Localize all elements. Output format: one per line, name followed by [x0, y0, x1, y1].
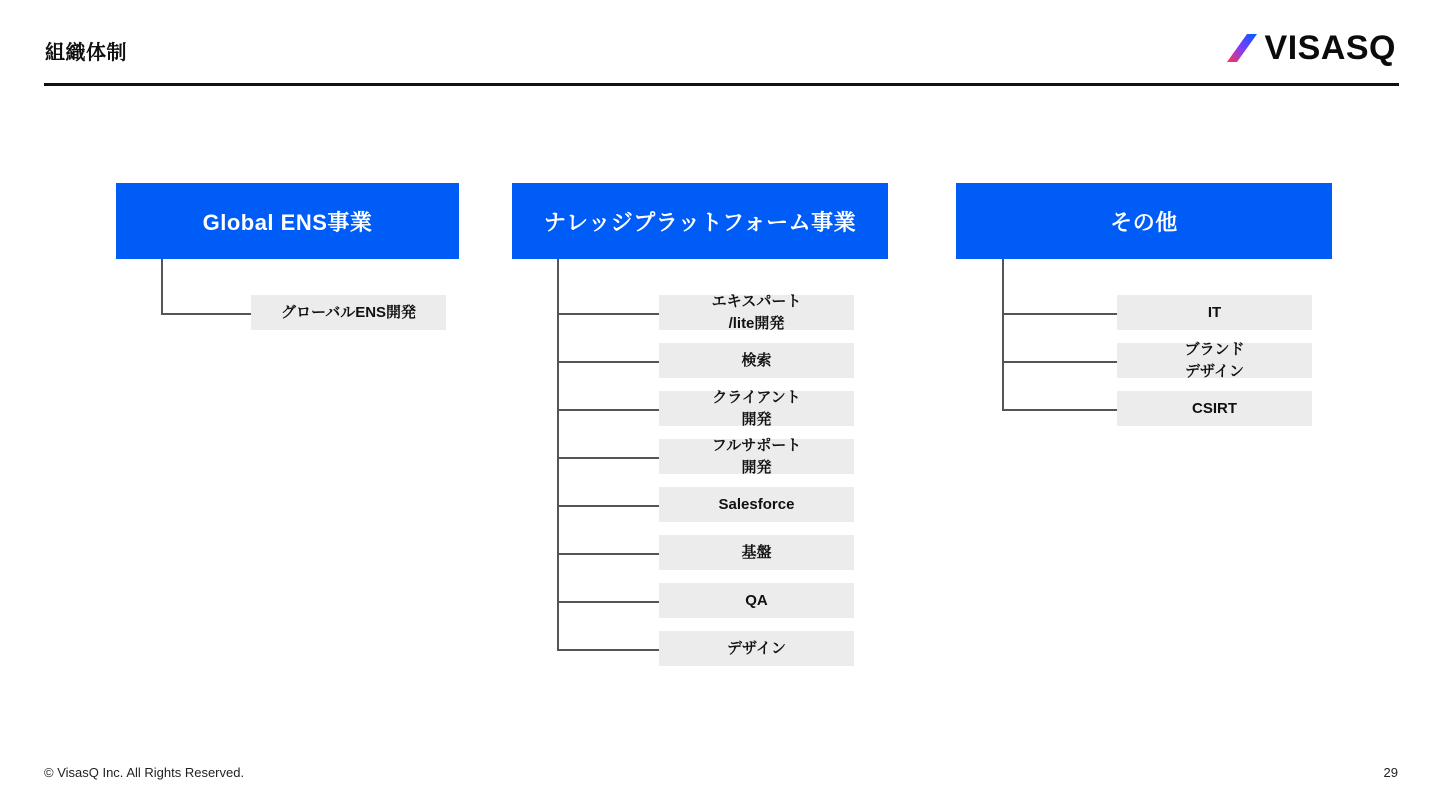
team-box: CSIRT [1117, 391, 1312, 426]
connector-horizontal [557, 601, 659, 603]
connector-horizontal [557, 409, 659, 411]
team-box: エキスパート /lite開発 [659, 295, 854, 330]
connector-vertical [161, 259, 163, 314]
connector-vertical [557, 259, 559, 650]
team-box: フルサポート 開発 [659, 439, 854, 474]
connector-horizontal [557, 457, 659, 459]
team-box: QA [659, 583, 854, 618]
visasq-logo [1225, 30, 1396, 66]
connector-horizontal [557, 361, 659, 363]
team-box: ブランド デザイン [1117, 343, 1312, 378]
department-box: Global ENS事業 [116, 183, 459, 259]
team-box: 検索 [659, 343, 854, 378]
logo-wordmark: VISASQ [1264, 29, 1396, 67]
connector-horizontal [557, 649, 659, 651]
team-box: デザイン [659, 631, 854, 666]
connector-horizontal [557, 553, 659, 555]
connector-horizontal [1002, 409, 1117, 411]
logo-slash-icon [1225, 33, 1259, 63]
team-box: IT [1117, 295, 1312, 330]
copyright: © VisasQ Inc. All Rights Reserved. [44, 765, 245, 780]
connector-vertical [1002, 259, 1004, 410]
header-divider [44, 83, 1399, 86]
connector-horizontal [557, 313, 659, 315]
team-box: Salesforce [659, 487, 854, 522]
page-title: 組織体制 [45, 42, 127, 64]
connector-horizontal [557, 505, 659, 507]
connector-horizontal [161, 313, 251, 315]
department-box: その他 [956, 183, 1332, 259]
connector-horizontal [1002, 361, 1117, 363]
page-number: 29 [1383, 765, 1398, 780]
team-box: クライアント 開発 [659, 391, 854, 426]
team-box: 基盤 [659, 535, 854, 570]
department-box: ナレッジプラットフォーム事業 [512, 183, 888, 259]
connector-horizontal [1002, 313, 1117, 315]
team-box: グローバルENS開発 [251, 295, 446, 330]
